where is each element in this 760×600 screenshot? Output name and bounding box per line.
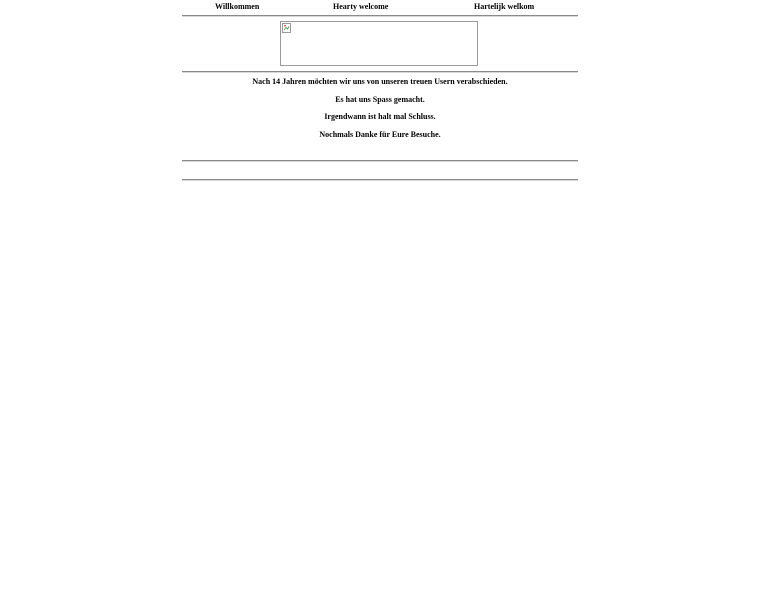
divider-bottom [182,179,578,181]
farewell-message [182,73,578,160]
empty-row [182,162,578,179]
message-line: Nach 14 Jahren möchten wir uns von unseren treuen Usern verabschieden. [252,77,508,86]
message-line: Nochmals Danke für Eure Besuche. [319,129,441,139]
page-container [182,0,578,181]
message-line: Es hat uns Spass gemacht. [335,94,425,104]
greeting-german: Willkommen [215,2,260,11]
greeting-dutch: Hartelijk welkom [474,2,535,11]
banner-row [182,17,578,71]
broken-image-icon [282,23,292,33]
message-line: Irgendwann ist halt mal Schluss. [324,112,436,121]
banner-image [280,21,478,66]
greeting-english: Hearty welcome [333,2,389,11]
greeting-bar [182,0,578,15]
